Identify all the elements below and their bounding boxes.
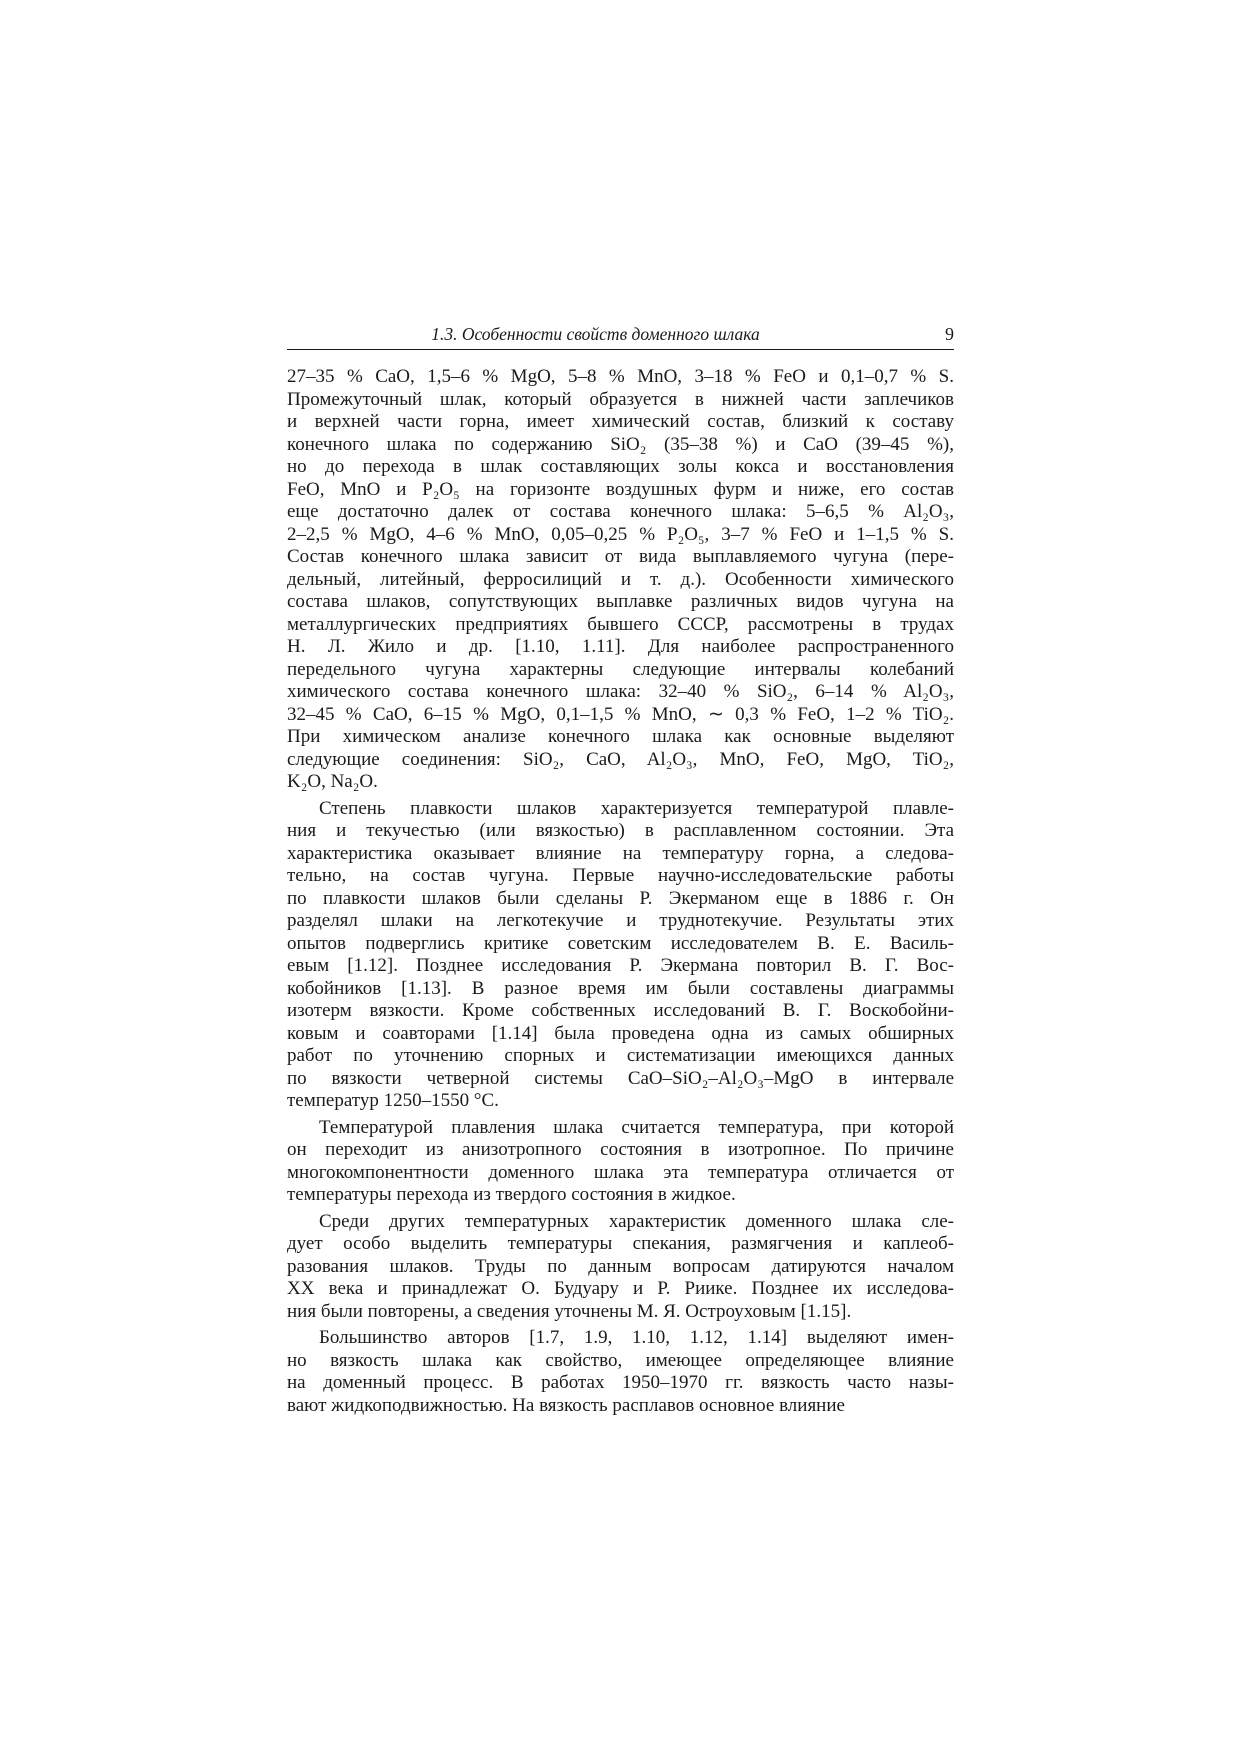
- text-line: ковым и соавторами [1.14] была проведена одна из самых обширных: [287, 1022, 954, 1044]
- text-line: ния и текучестью (или вязкостью) в расплавленном состоянии. Эта: [287, 820, 954, 841]
- text-line: вают жидкоподвижностью. На вязкость расплавов основное влияние: [287, 1394, 845, 1416]
- text-line: многокомпонентности доменного шлака эта температура отличается от: [287, 1161, 954, 1183]
- paragraph: [287, 798, 954, 1113]
- text-line: по вязкости четверной системы CaO–SiO₂–Al₂O₃–MgO в интервале: [287, 1067, 954, 1089]
- text-line: и верхней части горна, имеет химический состав, близкий к составу: [287, 411, 954, 432]
- text-line: он переходит из анизотропного состояния в изотропное. По причине: [287, 1139, 954, 1160]
- text-line: дует особо выделить температуры спекания, размягчения и каплеоб-: [287, 1233, 954, 1254]
- text-line: конечного шлака по содержанию SiO₂ (35–38 %) и CaO (39–45 %),: [287, 433, 954, 455]
- paragraph: [287, 1117, 954, 1207]
- text-line: ния были повторены, а сведения уточнены М. Я. Остроуховым [1.15].: [287, 1300, 852, 1322]
- text-line: на доменный процесс. В работах 1950–1970 гг. вязкость часто назы-: [287, 1372, 954, 1393]
- text-line: Промежуточный шлак, который образуется в нижней части заплечиков: [287, 388, 954, 410]
- text-line: XX века и принадлежат О. Будуару и Р. Риике. Позднее их исследова-: [287, 1278, 954, 1299]
- page-number: 9: [945, 324, 954, 344]
- text-line: FeO, MnO и P₂O₅ на горизонте воздушных фурм и ниже, его состав: [287, 478, 954, 500]
- text-line: Среди других температурных характеристик доменного шлака сле-: [319, 1210, 954, 1232]
- text-line: разования шлаков. Труды по данным вопросам датируются началом: [287, 1255, 954, 1277]
- text-line: 2–2,5 % MgO, 4–6 % MnO, 0,05–0,25 % P₂O₅, 3–7 % FeO и 1–1,5 % S.: [287, 523, 954, 545]
- text-line: еще достаточно далек от состава конечного шлака: 5–6,5 % Al₂O₃,: [287, 501, 954, 522]
- section-title: 1.3. Особенности свойств доменного шлака: [431, 324, 760, 344]
- text-line: Степень плавкости шлаков характеризуется температурой плавле-: [319, 797, 954, 819]
- text-line: изотерм вязкости. Кроме собственных исследований В. Г. Воскобойни-: [287, 1000, 954, 1021]
- body-text: [287, 366, 954, 1417]
- text-line: по плавкости шлаков были сделаны Р. Экерманом еще в 1886 г. Он: [287, 887, 954, 909]
- text-line: 32–45 % CaO, 6–15 % MgO, 0,1–1,5 % MnO, ∼ 0,3 % FeO, 1–2 % TiO₂.: [287, 703, 954, 725]
- text-line: но до перехода в шлак составляющих золы кокса и восстановления: [287, 456, 954, 477]
- text-line: состава шлаков, сопутствующих выплавке различных видов чугуна на: [287, 591, 954, 612]
- paragraph: [287, 366, 954, 794]
- text-line: разделял шлаки на легкотекучие и труднотекучие. Результаты этих: [287, 910, 954, 931]
- text-line: передельного чугуна характерны следующие интервалы колебаний: [287, 658, 954, 680]
- text-line: евым [1.12]. Позднее исследования Р. Экермана повторил В. Г. Вос-: [287, 955, 954, 976]
- text-line: характеристика оказывает влияние на температуру горна, а следова-: [287, 842, 954, 864]
- text-line: но вязкость шлака как свойство, имеющее определяющее влияние: [287, 1349, 954, 1371]
- text-line: 27–35 % CaO, 1,5–6 % MgO, 5–8 % MnO, 3–18 % FeO и 0,1–0,7 % S.: [287, 366, 954, 387]
- text-line: Температурой плавления шлака считается температура, при которой: [319, 1116, 954, 1138]
- text-line: кобойников [1.13]. В разное время им были составлены диаграммы: [287, 977, 954, 999]
- text-line: работ по уточнению спорных и систематизации имеющихся данных: [287, 1045, 954, 1066]
- text-line: температур 1250–1550 °C.: [287, 1090, 499, 1111]
- text-line: Большинство авторов [1.7, 1.9, 1.10, 1.12, 1.14] выделяют имен-: [319, 1327, 954, 1348]
- text-line: При химическом анализе конечного шлака как основные выделяют: [287, 726, 954, 747]
- paragraph: [287, 1327, 954, 1417]
- running-header: [287, 323, 954, 350]
- text-line: дельный, литейный, ферросилиций и т. д.). Особенности химического: [287, 568, 954, 590]
- text-line: тельно, на состав чугуна. Первые научно-исследовательские работы: [287, 865, 954, 886]
- text-line: опытов подверглись критике советским исследователем В. Е. Василь-: [287, 932, 954, 954]
- text-line: Состав конечного шлака зависит от вида выплавляемого чугуна (пере-: [287, 546, 954, 567]
- text-line: температуры перехода из твердого состояния в жидкое.: [287, 1184, 736, 1205]
- paragraph: [287, 1211, 954, 1324]
- text-line: K₂O, Na₂O.: [287, 771, 378, 792]
- text-line: химического состава конечного шлака: 32–40 % SiO₂, 6–14 % Al₂O₃,: [287, 681, 954, 702]
- text-line: следующие соединения: SiO₂, CaO, Al₂O₃, MnO, FeO, MgO, TiO₂,: [287, 748, 954, 770]
- text-line: металлургических предприятиях бывшего СССР, рассмотрены в трудах: [287, 613, 954, 635]
- text-line: Н. Л. Жило и др. [1.10, 1.11]. Для наиболее распространенного: [287, 636, 954, 657]
